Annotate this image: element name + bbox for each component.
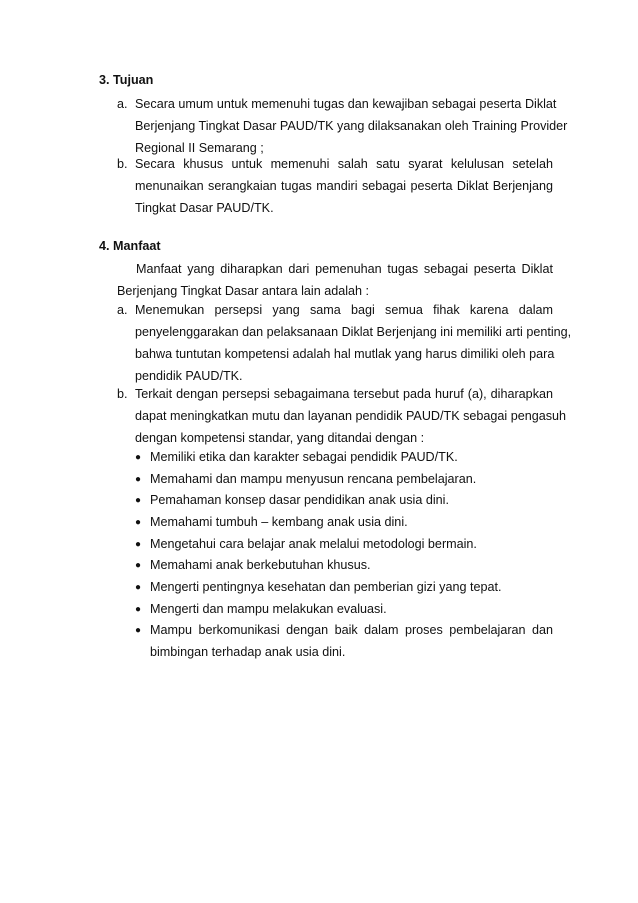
paragraph-line: Menemukan persepsi yang sama bagi semua fihak karena dalam <box>135 303 553 317</box>
paragraph-line: Berjenjang Tingkat Dasar PAUD/TK yang dilaksanakan oleh Training Provider <box>135 119 568 133</box>
bullet-text: Mengerti pentingnya kesehatan dan pemberian gizi yang tepat. <box>150 580 502 594</box>
item-marker: a. <box>117 97 128 111</box>
bullet-text: Memahami tumbuh – kembang anak usia dini. <box>150 515 408 529</box>
paragraph-line: menunaikan serangkaian tugas mandiri sebagai peserta Diklat Berjenjang <box>135 179 553 193</box>
paragraph-line: Tingkat Dasar PAUD/TK. <box>135 201 274 215</box>
item-marker: b. <box>117 387 128 401</box>
bullet-icon: ● <box>135 604 142 615</box>
bullet-text: Mampu berkomunikasi dengan baik dalam proses pembelajaran dan <box>150 623 553 637</box>
paragraph-line: Regional II Semarang ; <box>135 141 264 155</box>
paragraph-line: Manfaat yang diharapkan dari pemenuhan tugas sebagai peserta Diklat <box>136 262 553 276</box>
bullet-icon: ● <box>135 495 142 506</box>
paragraph-line: dapat meningkatkan mutu dan layanan pendidik PAUD/TK sebagai pengasuh <box>135 409 567 423</box>
bullet-text: Mengerti dan mampu melakukan evaluasi. <box>150 602 387 616</box>
item-marker: a. <box>117 303 128 317</box>
paragraph-line: Terkait dengan persepsi sebagaimana tersebut pada huruf (a), diharapkan <box>135 387 553 401</box>
bullet-icon: ● <box>135 625 142 636</box>
bullet-icon: ● <box>135 539 142 550</box>
bullet-text: Memiliki etika dan karakter sebagai pendidik PAUD/TK. <box>150 450 458 464</box>
paragraph-line: Berjenjang Tingkat Dasar antara lain adalah : <box>117 284 370 298</box>
section-heading-manfaat: 4. Manfaat <box>99 239 161 253</box>
bullet-text: Mengetahui cara belajar anak melalui metodologi bermain. <box>150 537 477 551</box>
section-heading-tujuan: 3. Tujuan <box>99 73 154 87</box>
bullet-icon: ● <box>135 582 142 593</box>
paragraph-line: bahwa tuntutan kompetensi adalah hal mutlak yang harus dimiliki oleh para <box>135 347 555 361</box>
bullet-icon: ● <box>135 560 142 571</box>
bullet-text: bimbingan terhadap anak usia dini. <box>150 645 346 659</box>
paragraph-line: Secara khusus untuk memenuhi salah satu syarat kelulusan setelah <box>135 157 553 171</box>
bullet-text: Pemahaman konsep dasar pendidikan anak usia dini. <box>150 493 449 507</box>
bullet-text: Memahami anak berkebutuhan khusus. <box>150 558 371 572</box>
paragraph-line: penyelenggarakan dan pelaksanaan Diklat Berjenjang ini memiliki arti penting, <box>135 325 572 339</box>
paragraph-line: pendidik PAUD/TK. <box>135 369 243 383</box>
bullet-icon: ● <box>135 474 142 485</box>
item-marker: b. <box>117 157 128 171</box>
bullet-text: Memahami dan mampu menyusun rencana pembelajaran. <box>150 472 477 486</box>
bullet-icon: ● <box>135 517 142 528</box>
paragraph-line: dengan kompetensi standar, yang ditandai dengan : <box>135 431 425 445</box>
bullet-icon: ● <box>135 452 142 463</box>
paragraph-line: Secara umum untuk memenuhi tugas dan kewajiban sebagai peserta Diklat <box>135 97 557 111</box>
